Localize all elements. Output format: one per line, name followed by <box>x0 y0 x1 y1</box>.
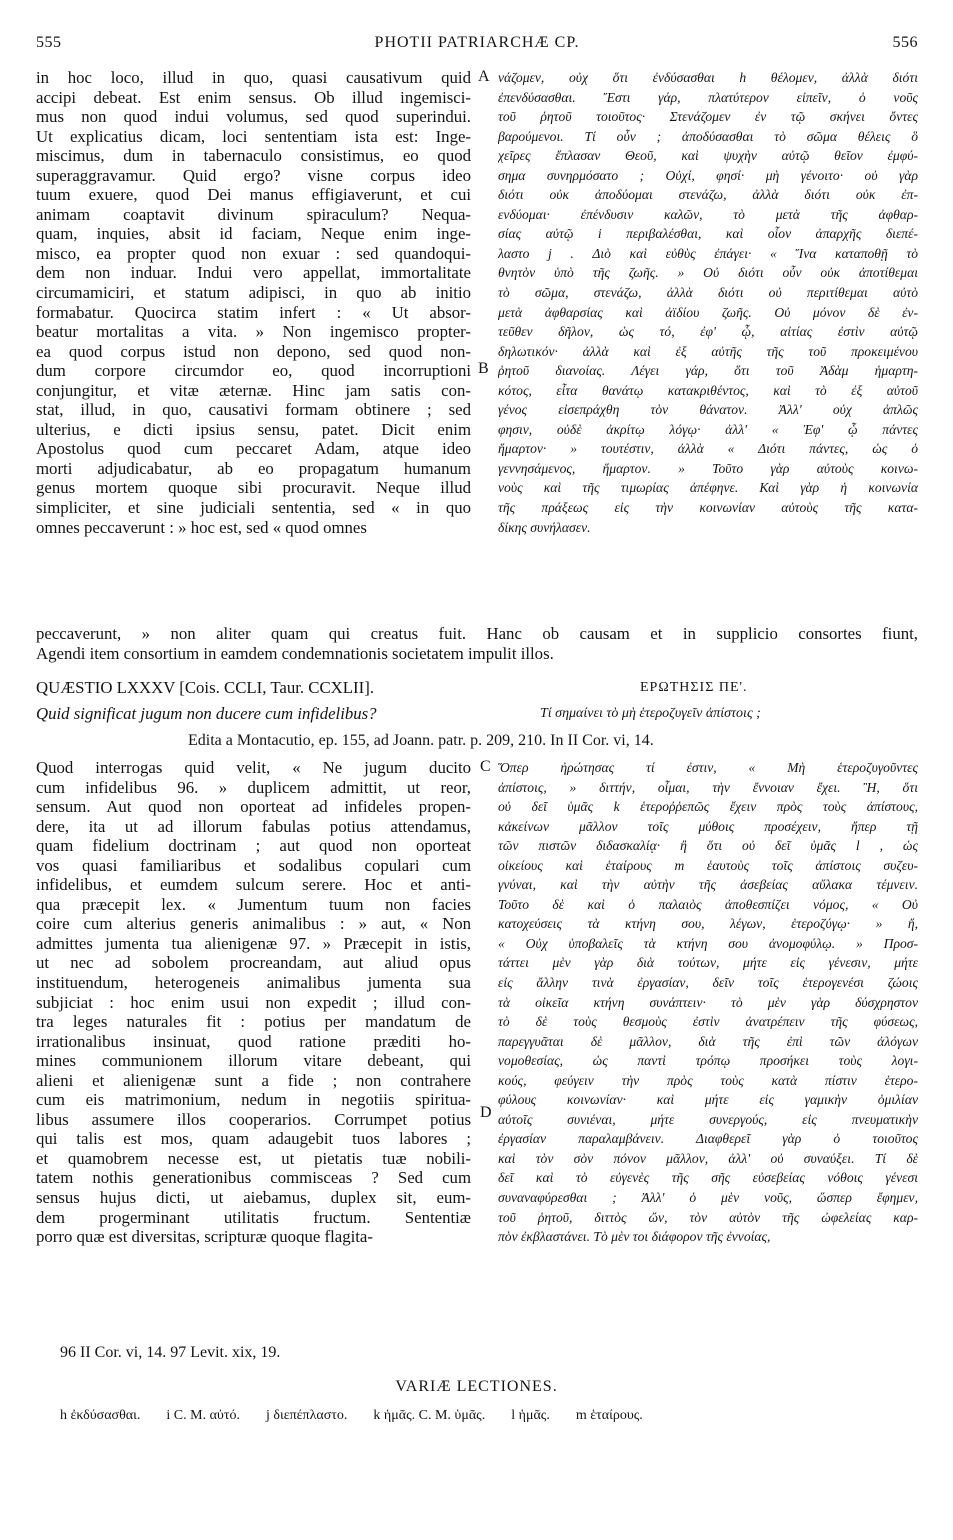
latin-text-line: infidelibus, et eumdem sulcum serere. Hoc et anti- <box>36 875 471 895</box>
latin-text-line: quam fidelium doctrinam ; aut quod non oporteat <box>36 836 471 856</box>
latin-text-line: conjungitur, et vitæ æternæ. Hinc jam satis con- <box>36 380 471 400</box>
latin-text-line: qui talis est mos, quam adaugebit tuos labores ; <box>36 1129 471 1149</box>
latin-text-line: tra leges naturales fit : potius per mandatum de <box>36 1012 471 1032</box>
variant-reading: h ἐκδύσασθαι. <box>60 1408 141 1423</box>
question-heading-greek: ΕΡΩΤΗΣΙΣ ΠΕ'. <box>640 680 748 695</box>
edition-note: Edita a Montacutio, ep. 155, ad Joann. patr. p. 209, 210. In II Cor. vi, 14. <box>188 732 654 749</box>
latin-text-line: porro quæ est diversitas, scripturæ quoque flagita- <box>36 1227 373 1247</box>
latin-text-line: mines communionem illorum vitare debeant, qui <box>36 1051 471 1071</box>
variant-reading: m ἑταίρους. <box>575 1408 643 1423</box>
page-number-right: 556 <box>892 34 918 51</box>
greek-text-line: σημα συνηρμόσατο ; Οὐχί, φησί· μὴ γένοιτο· οὐ γὰρ <box>498 167 918 183</box>
latin-text-line: circumamiciri, et statum adipisci, in quo ab initio <box>36 283 471 303</box>
greek-text-line: θνητὸν ὑπὸ τῆς ζωῆς. » Οὐ διότι οὖν οὐκ ἀποτίθεμαι <box>498 265 918 281</box>
question-heading-latin <box>36 678 374 698</box>
greek-text-line: « Οὐχ ὑποβαλεῖς τὰ κτήνη σου ἀνομοφύλῳ. » Προσ- <box>498 935 918 951</box>
latin-text-line: alieni et alienigenæ sunt a fide ; non contrahere <box>36 1070 471 1090</box>
latin-text-line: tatem nothis generationibus commisceas ? Sed cum <box>36 1168 471 1188</box>
latin-text-line: dem non induar. Indui vero appellat, immortalitate <box>36 263 471 283</box>
greek-text-line: νοὺς καὶ τῆς τιμωρίας ἀπέφηνε. Καὶ γὰρ ἡ κοινωνία <box>498 480 918 496</box>
greek-text-line: οἰκείους καὶ ἑταίρους m ἑαυτοὺς τοῖς ἀπίστοις συζευ- <box>498 857 918 873</box>
question-subtitle-latin: Quid significat jugum non ducere cum infidelibus? <box>36 704 377 723</box>
latin-text-line: formabatur. Quocirca statim infert : « Ut absor- <box>36 302 471 322</box>
latin-column-2 <box>36 758 471 1247</box>
greek-text-line: γεννησάμενος, ἥμαρτον. » Τοῦτο γὰρ αὐτοὺς κοινω- <box>498 460 918 476</box>
latin-text-line: irrationalibus insinuat, quod ratione præditi ho- <box>36 1031 471 1051</box>
greek-text-line: τῶν πιστῶν διδασκαλίᾳ· ἢ ὅτι οὐ δεῖ ὑμᾶς l , ὡς <box>498 838 918 854</box>
greek-text-line: σίας αὐτῷ i περιβαλέσθαι, καὶ οἷον ἀπαρχῆς διεπέ- <box>498 226 918 242</box>
footnote: 96 II Cor. vi, 14. 97 Levit. xix, 19. <box>60 1344 281 1361</box>
variant-reading: l ἡμᾶς. <box>511 1408 550 1423</box>
latin-text-line: tuum exuere, quod Dei manus effigiaverunt, et cui <box>36 185 471 205</box>
greek-text-line: τῆς πράξεως εἰς τὴν κοινωνίαν αὐτοὺς τῆς κατα- <box>498 500 918 516</box>
greek-text-line: τοῦ ῥητοῦ, διττὸς ὤν, τὸν αὐτὸν τῆς ὠφελείας καρ- <box>498 1209 918 1225</box>
latin-text-line: cum infidelibus 96. » duplicem admittit, ut reor, <box>36 777 471 797</box>
latin-text-line: Apostolus quod cum peccaret Adam, atque ideo <box>36 439 471 459</box>
full-width-text <box>36 624 918 663</box>
greek-text-line: κἀκείνων μᾶλλον τοῖς μύθοις προσέχειν, ἤπερ τῇ <box>498 818 918 834</box>
latin-text-line: accipi debeat. Est enim sensus. Ob illud ingemisci- <box>36 87 471 107</box>
latin-text-line: beatur mortalitas a vita. » Non ingemisco propter- <box>36 322 471 342</box>
greek-text-line: δεῖ καὶ τὸ εὐγενὲς τῆς σῆς εὐσεβείας νόθοις γένεσι <box>498 1170 918 1186</box>
greek-text-line: κατοχεύσεις τὰ κτήνη σου, λέγων, ἑτεροζύγῳ· » ἤ, <box>498 916 918 932</box>
variant-reading: j διεπέπλαστο. <box>265 1408 348 1423</box>
greek-text-line: ῥητοῦ διανοίας. Λέγει γάρ, ὅτι τοῦ Ἀδὰμ ἡμαρτη- <box>498 363 918 379</box>
latin-text-line: et quamobrem necesse est, ut pietatis tuæ nobili- <box>36 1148 471 1168</box>
greek-text-line: γνύναι, καὶ τὴν αὐτὴν τῆς ἀσεβείας αὔλακα τέμνειν. <box>498 877 918 893</box>
greek-text-line: αὐτοῖς συνιέναι, μήτε συνεργούς, εἰς πνευματικὴν <box>498 1111 918 1127</box>
greek-text-line: δίκης συνήλασεν. <box>498 519 591 535</box>
greek-text-line: χεῖρες ἔπλασαν Θεοῦ, καὶ ψυχὴν αὐτῷ θεῖον ἐμφύ- <box>498 148 918 164</box>
greek-text-line: τοῦ ῥητοῦ τοιοῦτος· Στενάζομεν ἐν τῷ σκήνει ὄντες <box>498 109 918 125</box>
latin-text-line: omnes peccaverunt : » hoc est, sed « quod omnes <box>36 517 367 537</box>
greek-text-line: τάττει μὲν γὰρ διὰ τούτων, μήτε εἰς γένεσιν, μήτε <box>498 955 918 971</box>
greek-text-line: παρεγγυᾶται δὲ μᾶλλον, διὰ τῆς ἐπὶ τῶν ἀλόγων <box>498 1033 918 1049</box>
greek-text-line: νάζομεν, οὐχ ὅτι ἐνδύσασθαι h θέλομεν, ἀλλὰ διότι <box>498 70 918 85</box>
latin-text-line: ulterius, e dicti ipsius sensu, patet. Dicit enim <box>36 419 471 439</box>
latin-text-line: Quod interrogas quid velit, « Ne jugum ducito <box>36 758 471 777</box>
margin-marker-a: A <box>478 68 490 85</box>
greek-text-line: ἀπίστοις, » διττήν, οἶμαι, τὴν ἔννοιαν ἔχει. Ἢ, ὅτι <box>498 779 918 795</box>
variant-reading: k ἡμᾶς. C. M. ὑμᾶς. <box>373 1408 486 1423</box>
greek-text-line: τὰ οἰκεῖα κτήνη συνάπτειν· τὸ μὲν γὰρ δύσχρηστον <box>498 994 918 1010</box>
greek-text-line: Τοῦτο δὲ καὶ ὁ παλαιὸς ἀποθεσπίζει νόμος, « Οὐ <box>498 896 918 912</box>
latin-text-line: ea quod corpus istud non depono, sed quod non- <box>36 341 471 361</box>
greek-text-line: γένος εἰσεπράχθη τὸν θάνατον. Ἀλλ' οὐχ ἁπλῶς <box>498 402 918 418</box>
latin-text-line: in hoc loco, illud in quo, quasi causativum quid <box>36 68 471 87</box>
latin-text-line: morti adjudicabatur, ab eo propagatum humanum <box>36 458 471 478</box>
variae-lectiones-title: VARIÆ LECTIONES. <box>395 1378 558 1395</box>
running-title: PHOTII PATRIARCHÆ CP. <box>374 34 580 51</box>
greek-text-line: δηλωτικόν· ἀλλὰ καὶ ἐξ αὐτῆς τῆς τοῦ προκειμένου <box>498 343 918 359</box>
margin-marker-d: D <box>480 1104 492 1121</box>
latin-text-line: cum eis matrimonium, nedum in negotiis spiritua- <box>36 1090 471 1110</box>
greek-text-line: κούς, φεύγειν τὴν πρὸς τοὺς κατὰ πίστιν ἑτερο- <box>498 1072 918 1088</box>
greek-text-line: κότος, εἶτα θανάτῳ κατακριθέντος, καὶ τὸ ἐξ αὐτοῦ <box>498 382 918 398</box>
greek-text-line: πὸν ἐκβλαστάνει. Τὸ μὲν τοι διάφορον τῆς ἐννοίας, <box>498 1229 771 1245</box>
question-heading-latin-text: QUÆSTIO LXXXV [Cois. CCLI, Taur. CCXLII]. <box>36 678 375 697</box>
latin-text-line: misco, ea propter quod non exuar : sed quandoqui- <box>36 243 471 263</box>
greek-text-line: φησιν, οὐδὲ ἀκρίτῳ λόγῳ· ἀλλ' « Ἐφ' ᾧ πάντες <box>498 421 918 437</box>
page-header <box>36 34 918 58</box>
greek-text-line: καὶ τὸν σὸν πόνον μᾶλλον, ἀλλ' οὐ συναύξει. Τί δὲ <box>498 1150 918 1166</box>
latin-text-line: superaggravamur. Quid ergo? visne corpus ideo <box>36 165 471 185</box>
latin-text-line: genus mortem quoque sibi procuravit. Neque illud <box>36 478 471 498</box>
greek-text-line: λαστο j . Διὸ καὶ εὐθὺς ἐπάγει· « Ἵνα καταποθῇ τὸ <box>498 245 918 261</box>
latin-text-line: qua præcepit lex. « Jumentum tuum non facies <box>36 894 471 914</box>
latin-text-line: stat, illud, in quo, causativi formam obtinere ; sed <box>36 400 471 420</box>
greek-column-1 <box>498 68 918 537</box>
greek-text-line: φύλους κοινωνίαν· καὶ μήτε εἰς γαμικὴν ὁμιλίαν <box>498 1092 918 1108</box>
latin-text-line: dere, ita ut ad illorum fabulas potius attendamus, <box>36 816 471 836</box>
latin-text-line: admittes jumenta tua alienigenæ 97. » Præcepit in istis, <box>36 933 471 953</box>
greek-text-line: βαρούμενοι. Τί οὖν ; ἀποδύσασθαι τὸ σῶμα θέλεις ὃ <box>498 128 918 144</box>
variant-reading: i C. M. αὐτό. <box>166 1408 240 1423</box>
greek-text-line: τεῦθεν δῆλον, ὡς τό, ἐφ' ᾧ, αἰτίας ἐστὶν αὐτῷ <box>498 324 918 340</box>
full-width-text-line: peccaverunt, » non aliter quam qui creatus fuit. Hanc ob causam et in supplicio consortes fiunt, <box>36 624 918 643</box>
latin-text-line: coire cum alterius generis animalibus : » aut, « Non <box>36 914 471 934</box>
latin-text-line: subjiciat : hoc enim usui non expedit ; illud con- <box>36 992 471 1012</box>
latin-text-line: simpliciter, et sine judiciali sententia, sed « in quo <box>36 498 471 518</box>
margin-marker-b: B <box>478 360 489 377</box>
page-number-left: 555 <box>36 34 62 51</box>
greek-text-line: ἐργασίαν παραλαμβάνειν. Διαφθερεῖ γὰρ ὁ τοιοῦτος <box>498 1131 918 1147</box>
latin-text-line: sensus hujus dicti, ut aiebamus, duplex sit, eum- <box>36 1188 471 1208</box>
greek-text-line: νομοθεσίας, ὡς παντὶ τρόπῳ προσήκει τοὺς λογι- <box>498 1053 918 1069</box>
latin-text-line: instituendum, heterogeneis animalibus jumenta sua <box>36 973 471 993</box>
question-subtitle-greek: Τί σημαίνει τὸ μὴ ἑτεροζυγεῖν ἀπίστοις ; <box>540 706 761 721</box>
latin-text-line: dem progerminant utilitatis fructum. Sententiæ <box>36 1207 471 1227</box>
latin-text-line: sensum. Aut quod non oporteat ad infideles propen- <box>36 797 471 817</box>
greek-text-line: συναναφύρεσθαι ; Ἀλλ' ὁ μὲν νοῦς, ὥσπερ ἔφημεν, <box>498 1190 918 1206</box>
latin-text-line: mus non quod indui volumus, sed quod superindui. <box>36 107 471 127</box>
greek-text-line: τὸ σῶμα, στενάζω, ἀλλὰ διότι οὐ περιτίθεμαι αὐτὸ <box>498 285 918 301</box>
greek-text-line: ενδύομαι· ἐπένδυσιν καλῶν, τὸ μετὰ τῆς ἀφθαρ- <box>498 206 918 222</box>
greek-text-line: μετὰ ἀφθαρσίας καὶ ἀϊδίου ζωῆς. Οὐ μόνον δὲ ἐν- <box>498 304 918 320</box>
latin-text-line: animam coaptavit divinum spiraculum? Nequa- <box>36 204 471 224</box>
full-width-text-line: Agendi item consortium in eamdem condemnationis societatem impulit illos. <box>36 643 554 663</box>
latin-column-1 <box>36 68 471 537</box>
greek-text-line: ἐπενδύσασθαι. Ἔστι γάρ, πλατύτερον εἰπεῖν, ὁ νοῦς <box>498 89 918 105</box>
latin-text-line: dum corpore circumdor eo, quod incorruptioni <box>36 361 471 381</box>
greek-text-line: οὐ δεῖ ὑμᾶς k ἑτεροῤῥεπῶς ἔχειν πρὸς τοὺς ἀπίστους, <box>498 799 918 815</box>
latin-text-line: miscimus, dum in tabernaculo consistimus, eo quod <box>36 146 471 166</box>
latin-text-line: quam, inquies, absit id faciam, Neque enim inge- <box>36 224 471 244</box>
margin-marker-c: C <box>480 758 491 775</box>
latin-text-line: vos quasi familiaribus et sodalibus copulari cum <box>36 855 471 875</box>
greek-text-line: τὸ δὲ τοὺς θεσμοὺς ἐστὶν ἀνατρέπειν τῆς φύσεως, <box>498 1014 918 1030</box>
greek-column-2 <box>498 758 918 1247</box>
greek-text-line: Ὅπερ ἠρώτησας τί ἐστιν, « Μὴ ἑτεροζυγοῦντες <box>498 760 918 775</box>
greek-text-line: ἥμαρτον· » τουτέστιν, ἀλλὰ « Διότι πάντες, ὡς ὁ <box>498 441 918 457</box>
greek-text-line: εἰς ἄλλην τινὰ ἐργασίαν, δεῖν τοῖς ἑτερογενέσι ζώοις <box>498 975 918 991</box>
variae-lectiones-list <box>60 1408 920 1424</box>
latin-text-line: ut nec ad sobolem procreandam, aut aliud opus <box>36 953 471 973</box>
latin-text-line: libus assumere illos cooperarios. Corrumpet potius <box>36 1109 471 1129</box>
latin-text-line: Ut explicatius dicam, loci sententiam ista est: Inge- <box>36 126 471 146</box>
greek-text-line: διότι οὐκ ἀποδύομαι στενάζω, ἀλλὰ διότι οὐκ ἐπ- <box>498 187 918 203</box>
